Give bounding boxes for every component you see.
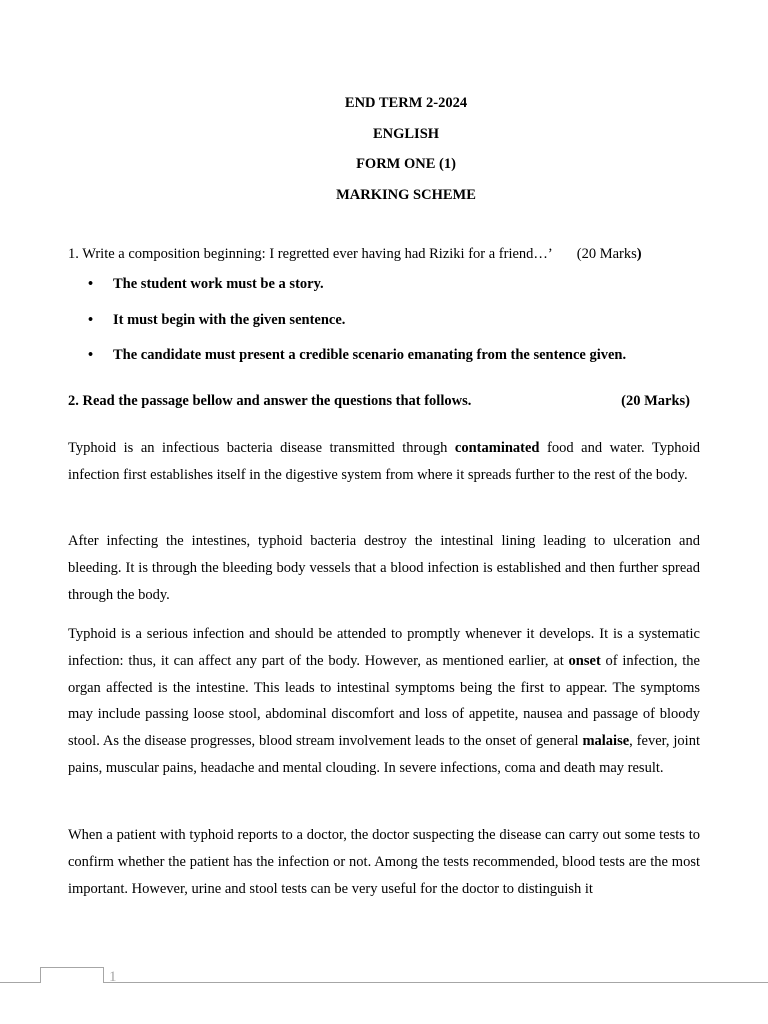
question-2-text: 2. Read the passage bellow and answer the questions that follows.	[68, 393, 472, 409]
criteria-text: It must begin with the given sentence.	[113, 311, 346, 328]
footer-tab	[40, 967, 104, 983]
bold-term: contaminated	[454, 440, 540, 456]
passage-paragraph-1: Typhoid is an infectious bacteria disease transmitted through contaminated food and water. Typhoid infection first establishes itself in the digestive system from where it spreads further to the rest of the body.	[68, 440, 700, 483]
criteria-text: The student work must be a story.	[113, 276, 324, 292]
passage-paragraph-3: Typhoid is a serious infection and should be attended to promptly whenever it develops. It is a systematic infection: thus, it can affect any part of the body. However, as mentioned earlier, at onset of infection, the organ affected is the intestine. This leads to intestinal symptoms being the first to appear. The symptoms may include passing loose stool, abdominal discomfort and loss of appetite, nausea and passage of bloody stool. As the disease progresses, blood stream involvement leads to the onset of general malaise, fever, joint pains, muscular pains, headache and mental clouding. In severe infections, coma and death may result.	[68, 626, 700, 776]
criteria-item	[88, 311, 626, 347]
question-1-text: 1. Write a composition beginning: I regretted ever having had Riziki for a friend…’	[68, 246, 553, 262]
bullet-icon: •	[88, 311, 94, 328]
passage-paragraph-4: When a patient with typhoid reports to a doctor, the doctor suspecting the disease can carry out some tests to confirm whether the patient has the infection or not. Among the tests recommended, blood tests are the most important. However, urine and stool tests can be very useful for the doctor to distinguish it	[68, 827, 700, 897]
question-1-marks: (20 Marks)	[576, 246, 642, 262]
criteria-text: The candidate must present a credible scenario emanating from the sentence given.	[113, 347, 627, 363]
question-2-marks: (20 Marks)	[621, 393, 690, 409]
criteria-item	[88, 275, 626, 311]
bullet-icon: •	[88, 276, 94, 292]
criteria-item	[88, 346, 626, 382]
scheme-title: MARKING SCHEME	[336, 186, 476, 203]
exam-title: END TERM 2-2024	[344, 95, 468, 111]
form-title: FORM ONE (1)	[356, 156, 456, 172]
passage-paragraph-2: After infecting the intestines, typhoid bacteria destroy the intestinal lining leading to ulceration and bleeding. It is through the bleeding body vessels that a blood infection is established and then further spread through the body.	[68, 533, 700, 603]
bold-term: malaise	[582, 733, 630, 750]
exam-header	[0, 94, 768, 216]
bullet-icon: •	[88, 347, 94, 363]
page-number: 1	[109, 969, 117, 985]
bold-term: onset	[568, 652, 601, 669]
subject-title: ENGLISH	[372, 125, 440, 142]
question-1-criteria-list	[88, 275, 626, 382]
question-2	[68, 392, 690, 410]
question-1	[68, 245, 642, 263]
